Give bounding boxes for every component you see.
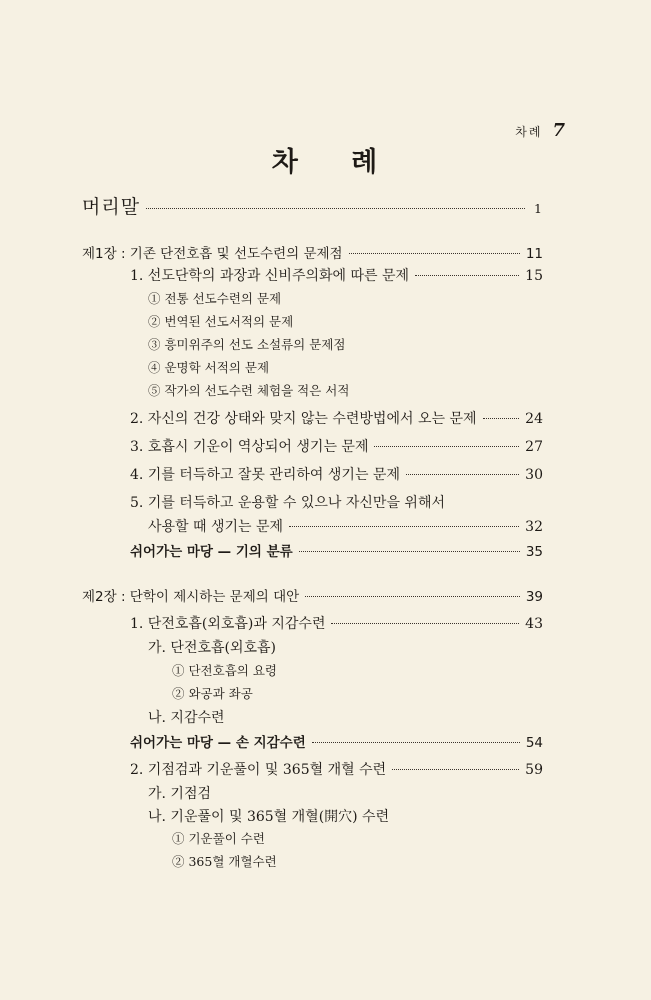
toc-entry-text: ② 와공과 좌공 <box>172 686 253 701</box>
toc-entry-subsection <box>148 312 293 330</box>
toc-entry-text: 1. 선도단학의 과장과 신비주의화에 따른 문제 <box>130 268 410 284</box>
toc-entry-text: ② 365혈 개혈수련 <box>172 854 277 869</box>
leader-dots <box>146 208 525 209</box>
toc-entry-text: 제1장 : 기존 단전호흡 및 선도수련의 문제점 <box>82 246 343 262</box>
toc-entry-subsection <box>148 381 349 399</box>
toc-entry-subsection <box>148 806 389 826</box>
toc-entry-page: 1 <box>534 201 543 216</box>
toc-entry-page: 35 <box>525 544 543 560</box>
toc-entry-text: 2. 기점검과 기운풀이 및 365혈 개혈 수련 <box>130 762 387 778</box>
toc-entry-text: 4. 기를 터득하고 잘못 관리하여 생기는 문제 <box>130 467 400 483</box>
toc-entry-page: 59 <box>525 762 543 778</box>
toc-entry-text: 나. 지감수련 <box>148 710 225 726</box>
page-number: 7 <box>552 120 567 141</box>
leader-dots <box>331 623 519 624</box>
toc-entry-text: 가. 기점검 <box>148 786 211 802</box>
toc-entry-section <box>130 613 543 633</box>
leader-dots <box>312 742 520 743</box>
toc-entry-text: 3. 호흡시 기운이 역상되어 생기는 문제 <box>130 439 369 455</box>
leader-dots <box>483 418 520 419</box>
toc-entry-interlude <box>130 540 543 560</box>
toc-entry-section <box>130 408 543 428</box>
toc-entry-chapter-2 <box>82 585 543 605</box>
toc-entry-subsection <box>148 637 276 657</box>
toc-entry-page: 32 <box>525 519 543 535</box>
leader-dots <box>305 596 520 597</box>
toc-entry-section-cont <box>148 516 543 536</box>
toc-entry-section <box>130 492 445 512</box>
leader-dots <box>299 551 520 552</box>
toc-entry-text: ③ 흥미위주의 선도 소설류의 문제점 <box>148 337 346 352</box>
toc-entry-page: 24 <box>525 411 543 427</box>
toc-entry-text: 5. 기를 터득하고 운용할 수 있으나 자신만을 위해서 <box>130 495 445 511</box>
toc-entry-text: 나. 기운풀이 및 365혈 개혈(開穴) 수련 <box>148 809 390 825</box>
toc-entry-text: 사용할 때 생기는 문제 <box>148 519 284 535</box>
toc-entry-section <box>130 759 543 779</box>
leader-dots <box>289 526 519 527</box>
toc-entry-page: 39 <box>525 589 543 605</box>
toc-entry-text: ① 단전호흡의 요령 <box>172 663 277 678</box>
toc-entry-interlude <box>130 731 543 751</box>
page-title: 차 례 <box>271 147 380 178</box>
toc-entry-page: 43 <box>525 616 543 632</box>
toc-entry-text: ④ 운명학 서적의 문제 <box>148 360 270 375</box>
toc-entry-text: 2. 자신의 건강 상태와 맞지 않는 수련방법에서 오는 문제 <box>130 411 477 427</box>
toc-entry-page: 54 <box>525 735 543 751</box>
toc-entry-text: 가. 단전호흡(외호흡) <box>148 640 277 656</box>
toc-entry-page: 15 <box>525 268 543 284</box>
toc-entry-subsection <box>148 707 225 727</box>
toc-entry-text: ① 기운풀이 수련 <box>172 831 265 846</box>
toc-entry-preface <box>82 192 543 219</box>
leader-dots <box>374 446 519 447</box>
toc-entry-subsection <box>148 289 281 307</box>
toc-entry-section <box>130 436 543 456</box>
toc-entry-text: ⑤ 작가의 선도수련 체험을 적은 서적 <box>148 383 350 398</box>
toc-entry-text: 쉬어가는 마당 — 기의 분류 <box>130 544 293 560</box>
toc-entry-subsubsection <box>172 661 277 679</box>
toc-entry-page: 27 <box>525 439 543 455</box>
toc-entry-text: 제2장 : 단학이 제시하는 문제의 대안 <box>82 589 300 605</box>
toc-entry-text: 머리말 <box>82 196 141 218</box>
toc-entry-subsubsection <box>172 684 253 702</box>
leader-dots <box>392 769 519 770</box>
toc-entry-subsubsection <box>172 829 265 847</box>
toc-entry-chapter-1 <box>82 242 543 262</box>
toc-entry-text: ① 전통 선도수련의 문제 <box>148 291 282 306</box>
toc-entry-subsection <box>148 358 269 376</box>
toc-entry-subsection <box>148 783 211 803</box>
toc-entry-page: 11 <box>525 246 543 262</box>
leader-dots <box>415 275 519 276</box>
leader-dots <box>349 253 520 254</box>
toc-entry-subsubsection <box>172 852 277 870</box>
toc-entry-text: 1. 단전호흡(외호흡)과 지감수련 <box>130 616 326 632</box>
toc-entry-text: ② 번역된 선도서적의 문제 <box>148 314 294 329</box>
leader-dots <box>406 474 519 475</box>
toc-entry-page: 30 <box>525 467 543 483</box>
toc-entry-text: 쉬어가는 마당 — 손 지감수련 <box>130 735 306 751</box>
toc-entry-section <box>130 265 543 285</box>
running-title: 차례 <box>515 125 543 139</box>
toc-entry-subsection <box>148 335 345 353</box>
toc-entry-section <box>130 464 543 484</box>
